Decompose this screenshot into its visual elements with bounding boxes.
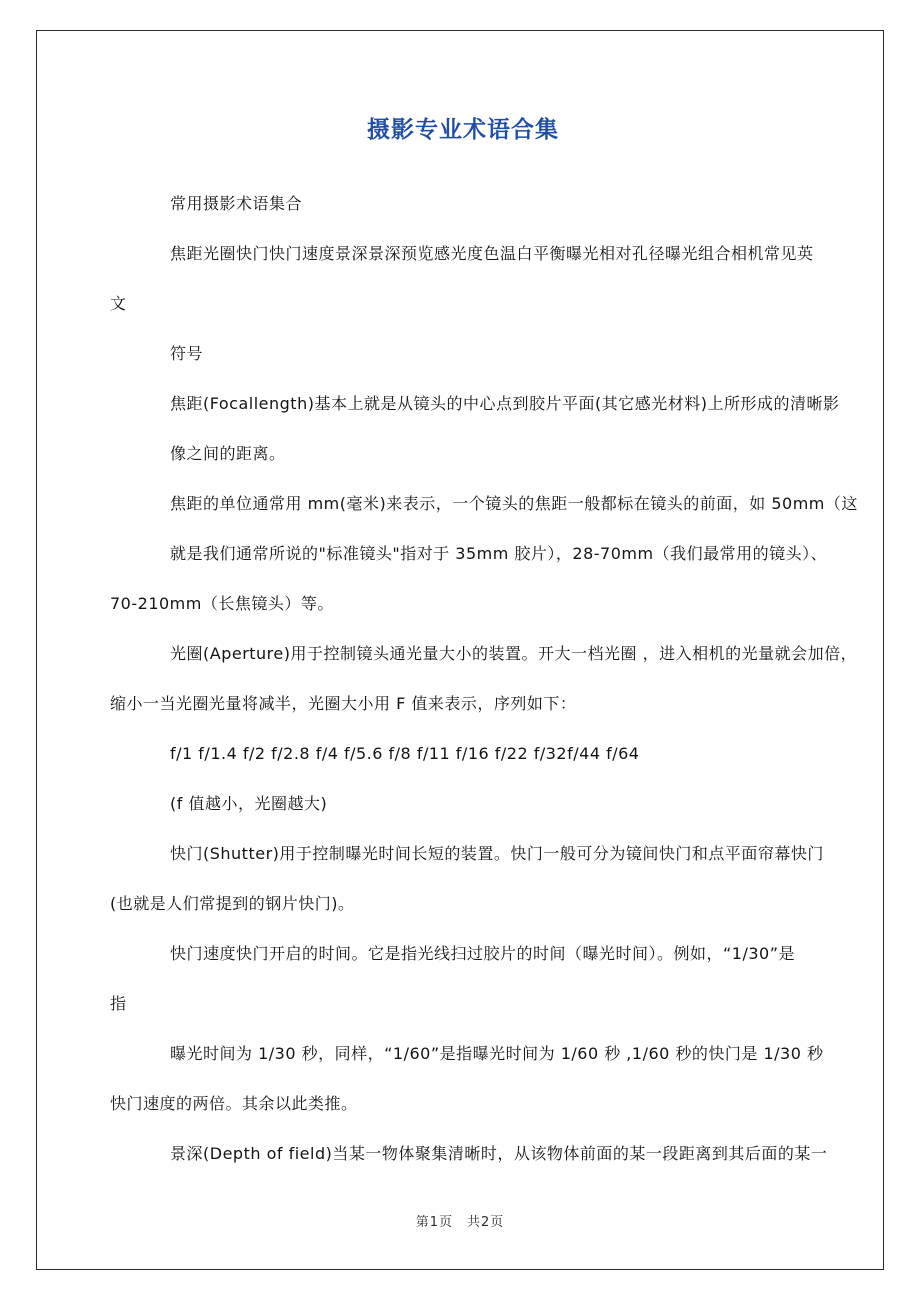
text-line: 文 [110, 294, 127, 314]
text-line: 曝光时间为 1/30 秒，同样，“1/60”是指曝光时间为 1/60 秒 ,1/60 秒的快门是 1/30 秒 [170, 1044, 824, 1064]
text-line: 符号 [170, 344, 204, 364]
text-line: 指 [110, 994, 127, 1014]
text-line: (f 值越小，光圈越大) [170, 794, 328, 814]
text-line: 快门速度的两倍。其余以此类推。 [110, 1094, 358, 1114]
text-line: 光圈(Aperture)用于控制镜头通光量大小的装置。开大一档光圈 ，进入相机的光量就会加倍， [170, 644, 858, 664]
text-lines [110, 179, 858, 1179]
text-line: 焦距光圈快门快门速度景深景深预览感光度色温白平衡曝光相对孔径曝光组合相机常见英 [170, 244, 814, 264]
page-footer: 第1页 共2页 [415, 1215, 505, 1230]
text-line: 焦距的单位通常用 mm(毫米)来表示，一个镜头的焦距一般都标在镜头的前面，如 50mm（这 [170, 494, 858, 514]
text-line: 快门(Shutter)用于控制曝光时间长短的装置。快门一般可分为镜间快门和点平面帘幕快门 [170, 844, 824, 864]
text-line: 70-210mm（长焦镜头）等。 [110, 594, 334, 614]
text-line: 缩小一当光圈光量将减半，光圈大小用 F 值来表示，序列如下： [110, 694, 577, 714]
text-line: 景深(Depth of field)当某一物体聚集清晰时，从该物体前面的某一段距离到其后面的某一 [170, 1144, 828, 1164]
text-line: f/1 f/1.4 f/2 f/2.8 f/4 f/5.6 f/8 f/11 f/16 f/22 f/32f/44 f/64 [170, 744, 640, 764]
document-content [110, 0, 858, 1179]
text-line: 就是我们通常所说的"标准镜头"指对于 35mm 胶片），28-70mm（我们最常用的镜头）、 [170, 544, 828, 564]
text-line: 常用摄影术语集合 [170, 194, 303, 214]
document-title: 摄影专业术语合集 [367, 117, 559, 143]
text-line: 像之间的距离。 [170, 444, 286, 464]
text-line: (也就是人们常提到的钢片快门)。 [110, 894, 355, 914]
text-line: 快门速度快门开启的时间。它是指光线扫过胶片的时间（曝光时间）。例如，“1/30”是 [170, 944, 796, 964]
text-line: 焦距(Focallength)基本上就是从镜头的中心点到胶片平面(其它感光材料)上所形成的清晰影 [170, 394, 840, 414]
